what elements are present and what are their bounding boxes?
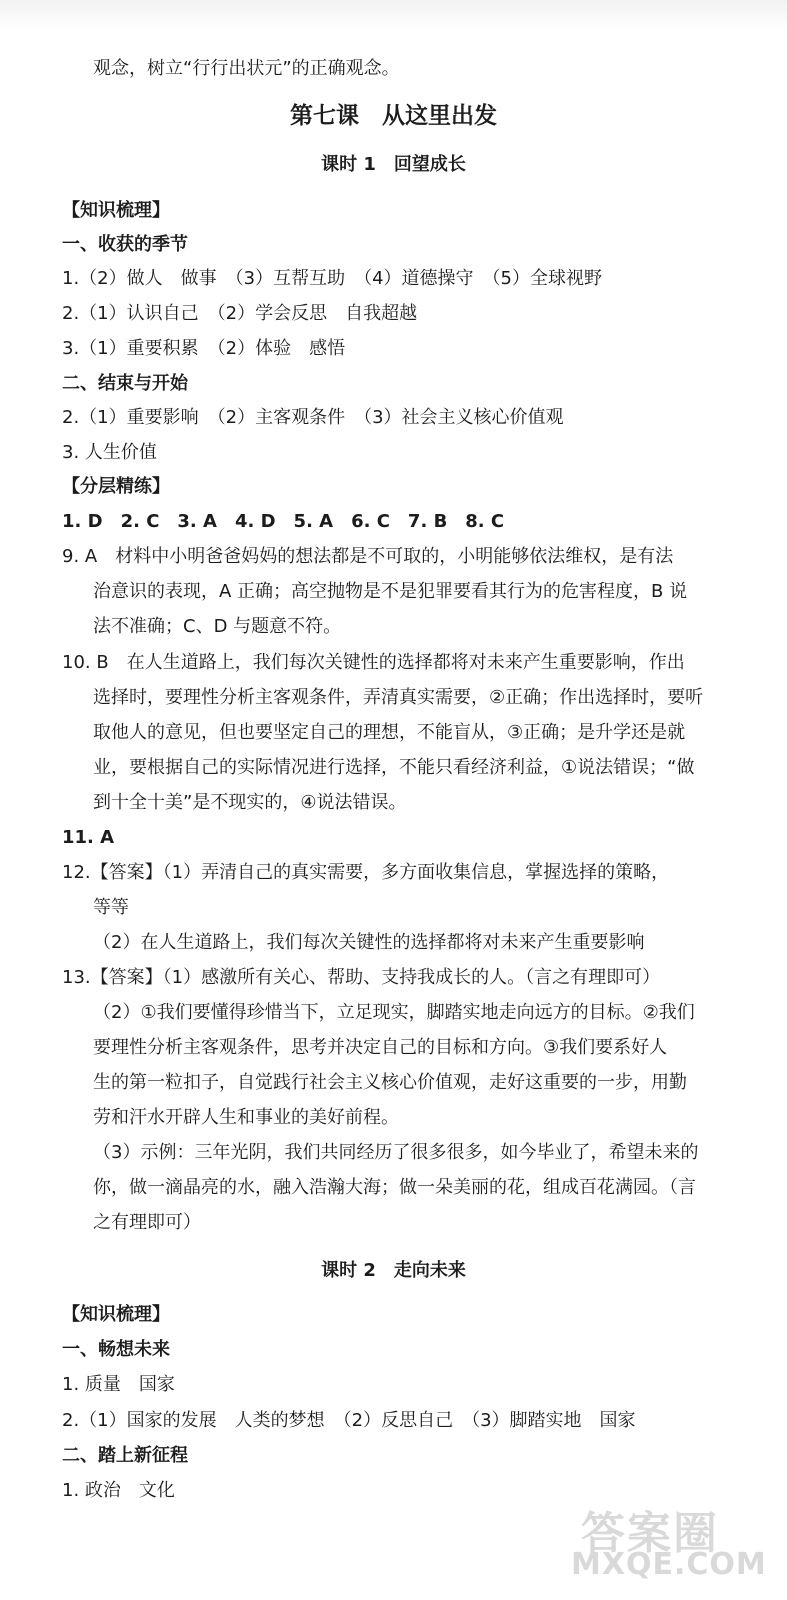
answer-line: 到十全十美”是不现实的，④说法错误。 — [93, 792, 407, 813]
section-heading: 【知识梳理】 — [62, 1304, 170, 1325]
watermark-text: 答案圈 — [581, 1508, 719, 1559]
answer-line: 要理性分析主客观条件，思考并决定自己的目标和方向。③我们要系好人 — [93, 1037, 668, 1058]
answer-line: 之有理即可） — [93, 1212, 201, 1233]
answer-line: 13.【答案】（1）感激所有关心、帮助、支持我成长的人。（言之有理即可） — [62, 967, 661, 988]
scan-edge — [0, 0, 787, 30]
answer-line: 选择时，要理性分析主客观条件，弄清真实需要，②正确；作出选择时，要听 — [93, 687, 704, 708]
subheading: 一、收获的季节 — [62, 234, 188, 255]
answer-line: 劳和汗水开辟人生和事业的美好前程。 — [93, 1107, 399, 1128]
section-heading: 【分层精练】 — [62, 476, 170, 497]
answer-line: （2）在人生道路上，我们每次关键性的选择都将对未来产生重要影响 — [93, 932, 645, 953]
section-title: 课时 2 走向未来 — [321, 1260, 466, 1281]
watermark-logo — [571, 1495, 771, 1590]
answer-line: 业，要根据自己的实际情况进行选择，不能只看经济利益，①说法错误；“做 — [93, 757, 695, 778]
answer-line: 等等 — [93, 897, 129, 918]
answer-line: 1. D 2. C 3. A 4. D 5. A 6. C 7. B 8. C — [62, 511, 505, 532]
subheading: 二、结束与开始 — [62, 373, 188, 394]
answer-line: 12.【答案】（1）弄清自己的真实需要，多方面收集信息，掌握选择的策略， — [62, 862, 670, 883]
answer-line: 10. B 在人生道路上，我们每次关键性的选择都将对未来产生重要影响，作出 — [62, 652, 685, 673]
subheading: 一、畅想未来 — [62, 1339, 170, 1360]
answer-line: 1.（2）做人 做事 （3）互帮互助 （4）道德操守 （5）全球视野 — [62, 268, 602, 289]
watermark-url: MXQE.COM — [571, 1547, 767, 1582]
answer-line: 法不准确；C、D 与题意不符。 — [93, 616, 342, 637]
section-title: 课时 1 回望成长 — [321, 154, 466, 175]
answer-line: 治意识的表现，A 正确；高空抛物是不是犯罪要看其行为的危害程度，B 说 — [93, 581, 688, 602]
answer-line: （3）示例：三年光阴，我们共同经历了很多很多，如今毕业了，希望未来的 — [93, 1142, 699, 1163]
answer-line: 1. 政治 文化 — [62, 1480, 175, 1501]
section-heading: 【知识梳理】 — [62, 200, 170, 221]
answer-line: 3.（1）重要积累 （2）体验 感悟 — [62, 338, 346, 359]
answer-line: 你，做一滴晶亮的水，融入浩瀚大海；做一朵美丽的花，组成百花满园。（言 — [93, 1177, 696, 1198]
text-line: 观念，树立“行行出状元”的正确观念。 — [93, 58, 400, 79]
answer-line: 1. 质量 国家 — [62, 1374, 175, 1395]
answer-line: 2.（1）重要影响 （2）主客观条件 （3）社会主义核心价值观 — [62, 407, 564, 428]
answer-line: 2.（1）国家的发展 人类的梦想 （2）反思自己 （3）脚踏实地 国家 — [62, 1410, 636, 1431]
answer-line: （2）①我们要懂得珍惜当下，立足现实，脚踏实地走向远方的目标。②我们 — [93, 1002, 695, 1023]
answer-line: 生的第一粒扣子，自觉践行社会主义核心价值观，走好这重要的一步，用勤 — [93, 1072, 687, 1093]
answer-line: 2.（1）认识自己 （2）学会反思 自我超越 — [62, 303, 418, 324]
answer-line: 3. 人生价值 — [62, 442, 157, 463]
answer-line: 9. A 材料中小明爸爸妈妈的想法都是不可取的，小明能够依法维权，是有法 — [62, 546, 674, 567]
lesson-title: 第七课 从这里出发 — [290, 102, 497, 129]
subheading: 二、踏上新征程 — [62, 1445, 188, 1466]
answer-line: 取他人的意见，但也要坚定自己的理想，不能盲从，③正确；是升学还是就 — [93, 722, 686, 743]
answer-line: 11. A — [62, 827, 115, 848]
